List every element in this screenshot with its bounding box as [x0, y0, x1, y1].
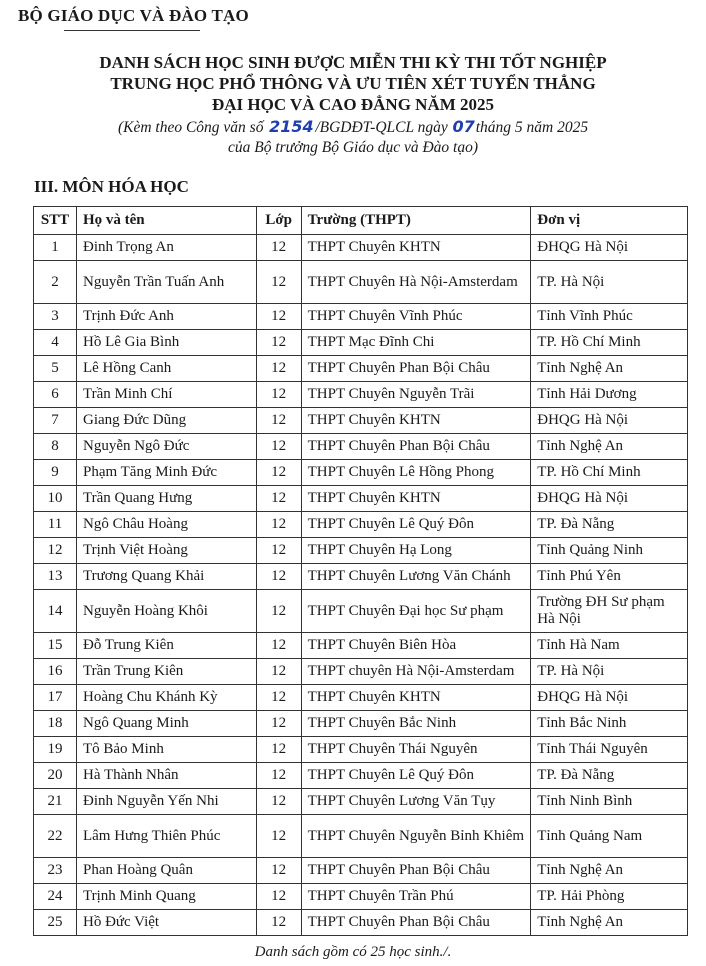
header-stt: STT	[34, 207, 77, 235]
cell-school: THPT Mạc Đĩnh Chi	[301, 330, 531, 356]
cell-name: Phạm Tăng Minh Đức	[76, 460, 256, 486]
header-class: Lớp	[256, 207, 301, 235]
cell-unit: TP. Hà Nội	[531, 261, 688, 304]
cell-name: Nguyễn Hoàng Khôi	[76, 590, 256, 633]
cell-name: Trương Quang Khải	[76, 564, 256, 590]
cell-class: 12	[256, 590, 301, 633]
cell-school: THPT Chuyên KHTN	[301, 685, 531, 711]
cell-class: 12	[256, 763, 301, 789]
cell-name: Trịnh Việt Hoàng	[76, 538, 256, 564]
subtitle-line-2: của Bộ trưởng Bộ Giáo dục và Đào tạo)	[227, 139, 479, 156]
cell-class: 12	[256, 789, 301, 815]
table-row	[34, 538, 688, 564]
cell-class: 12	[256, 815, 301, 858]
cell-school: THPT Chuyên Lương Văn Tụy	[301, 789, 531, 815]
cell-name: Ngô Quang Minh	[76, 711, 256, 737]
cell-stt: 3	[34, 304, 77, 330]
cell-stt: 19	[34, 737, 77, 763]
cell-class: 12	[256, 564, 301, 590]
cell-name: Nguyễn Ngô Đức	[76, 434, 256, 460]
subtitle-suffix: tháng 5 năm 2025	[475, 119, 589, 136]
handwritten-doc-number: 2154	[269, 117, 314, 136]
cell-class: 12	[256, 633, 301, 659]
table-header-row	[34, 207, 688, 235]
cell-unit: Tỉnh Vĩnh Phúc	[531, 304, 688, 330]
cell-name: Lâm Hưng Thiên Phúc	[76, 815, 256, 858]
table-row	[34, 789, 688, 815]
cell-unit: Tỉnh Nghệ An	[531, 910, 688, 936]
table-row	[34, 382, 688, 408]
cell-name: Hoàng Chu Khánh Kỳ	[76, 685, 256, 711]
cell-school: THPT Chuyên Nguyễn Bỉnh Khiêm	[301, 815, 531, 858]
cell-stt: 12	[34, 538, 77, 564]
cell-class: 12	[256, 884, 301, 910]
cell-unit: TP. Hà Nội	[531, 659, 688, 685]
ministry-name: BỘ GIÁO DỤC VÀ ĐÀO TẠO	[18, 6, 249, 25]
cell-class: 12	[256, 434, 301, 460]
cell-unit: ĐHQG Hà Nội	[531, 685, 688, 711]
cell-name: Hồ Lê Gia Bình	[76, 330, 256, 356]
subtitle-mid: /BGDĐT-QLCL ngày	[315, 119, 448, 136]
cell-unit: TP. Đà Nẵng	[531, 512, 688, 538]
student-table	[33, 206, 688, 936]
cell-unit: TP. Đà Nẵng	[531, 763, 688, 789]
cell-school: THPT Chuyên Lê Quý Đôn	[301, 763, 531, 789]
cell-name: Đinh Nguyễn Yến Nhi	[76, 789, 256, 815]
table-row	[34, 858, 688, 884]
cell-stt: 15	[34, 633, 77, 659]
cell-unit: TP. Hồ Chí Minh	[531, 330, 688, 356]
cell-stt: 16	[34, 659, 77, 685]
table-row	[34, 512, 688, 538]
cell-name: Phan Hoàng Quân	[76, 858, 256, 884]
cell-stt: 13	[34, 564, 77, 590]
cell-unit: Tỉnh Nghệ An	[531, 858, 688, 884]
ministry-underline	[64, 30, 200, 31]
cell-stt: 10	[34, 486, 77, 512]
cell-school: THPT Chuyên KHTN	[301, 486, 531, 512]
table-row	[34, 564, 688, 590]
cell-stt: 14	[34, 590, 77, 633]
cell-unit: ĐHQG Hà Nội	[531, 235, 688, 261]
table-row	[34, 659, 688, 685]
cell-unit: Tỉnh Thái Nguyên	[531, 737, 688, 763]
cell-name: Trần Quang Hưng	[76, 486, 256, 512]
cell-class: 12	[256, 910, 301, 936]
cell-class: 12	[256, 330, 301, 356]
table-row	[34, 235, 688, 261]
cell-stt: 6	[34, 382, 77, 408]
footer-note: Danh sách gồm có 25 học sinh./.	[254, 944, 452, 960]
cell-name: Nguyễn Trần Tuấn Anh	[76, 261, 256, 304]
table-body	[34, 235, 688, 936]
cell-school: THPT Chuyên Phan Bội Châu	[301, 910, 531, 936]
cell-stt: 7	[34, 408, 77, 434]
header-name: Họ và tên	[76, 207, 256, 235]
cell-class: 12	[256, 261, 301, 304]
table-row	[34, 486, 688, 512]
cell-unit: Tỉnh Nghệ An	[531, 434, 688, 460]
cell-class: 12	[256, 737, 301, 763]
table-row	[34, 685, 688, 711]
cell-name: Tô Bảo Minh	[76, 737, 256, 763]
cell-class: 12	[256, 538, 301, 564]
cell-school: THPT Chuyên Lương Văn Chánh	[301, 564, 531, 590]
cell-school: THPT Chuyên Bắc Ninh	[301, 711, 531, 737]
cell-name: Trần Minh Chí	[76, 382, 256, 408]
handwritten-day: 07	[452, 117, 475, 136]
cell-stt: 5	[34, 356, 77, 382]
cell-name: Đinh Trọng An	[76, 235, 256, 261]
cell-stt: 18	[34, 711, 77, 737]
cell-class: 12	[256, 512, 301, 538]
subtitle-prefix: (Kèm theo Công văn số	[117, 119, 264, 136]
cell-school: THPT Chuyên Lê Quý Đôn	[301, 512, 531, 538]
cell-class: 12	[256, 304, 301, 330]
cell-unit: Tỉnh Hà Nam	[531, 633, 688, 659]
cell-class: 12	[256, 460, 301, 486]
cell-stt: 17	[34, 685, 77, 711]
table-row	[34, 737, 688, 763]
cell-unit: Tỉnh Nghệ An	[531, 356, 688, 382]
cell-stt: 21	[34, 789, 77, 815]
cell-unit: Tỉnh Quảng Nam	[531, 815, 688, 858]
table-row	[34, 763, 688, 789]
cell-class: 12	[256, 685, 301, 711]
cell-name: Trịnh Minh Quang	[76, 884, 256, 910]
cell-school: THPT Chuyên Thái Nguyên	[301, 737, 531, 763]
cell-class: 12	[256, 408, 301, 434]
table-row	[34, 330, 688, 356]
cell-school: THPT Chuyên Đại học Sư phạm	[301, 590, 531, 633]
table-row	[34, 884, 688, 910]
cell-stt: 2	[34, 261, 77, 304]
header-school: Trường (THPT)	[301, 207, 531, 235]
cell-stt: 20	[34, 763, 77, 789]
cell-school: THPT Chuyên Phan Bội Châu	[301, 858, 531, 884]
cell-unit: ĐHQG Hà Nội	[531, 408, 688, 434]
cell-name: Hồ Đức Việt	[76, 910, 256, 936]
document-subtitle	[0, 117, 706, 158]
cell-unit: Tỉnh Hải Dương	[531, 382, 688, 408]
title-line-3: ĐẠI HỌC VÀ CAO ĐẲNG NĂM 2025	[211, 95, 495, 114]
table-row	[34, 460, 688, 486]
cell-school: THPT Chuyên Hà Nội-Amsterdam	[301, 261, 531, 304]
cell-school: THPT Chuyên KHTN	[301, 235, 531, 261]
cell-stt: 22	[34, 815, 77, 858]
table-row	[34, 910, 688, 936]
cell-name: Trịnh Đức Anh	[76, 304, 256, 330]
cell-class: 12	[256, 382, 301, 408]
cell-class: 12	[256, 486, 301, 512]
cell-class: 12	[256, 659, 301, 685]
table-row	[34, 711, 688, 737]
cell-school: THPT Chuyên Phan Bội Châu	[301, 434, 531, 460]
cell-unit: Tỉnh Bắc Ninh	[531, 711, 688, 737]
cell-unit: TP. Hồ Chí Minh	[531, 460, 688, 486]
table-row	[34, 815, 688, 858]
table-row	[34, 590, 688, 633]
cell-unit: Tỉnh Phú Yên	[531, 564, 688, 590]
cell-stt: 25	[34, 910, 77, 936]
cell-name: Hà Thành Nhân	[76, 763, 256, 789]
cell-name: Ngô Châu Hoàng	[76, 512, 256, 538]
cell-unit: ĐHQG Hà Nội	[531, 486, 688, 512]
table-row	[34, 633, 688, 659]
cell-unit: Tỉnh Quảng Ninh	[531, 538, 688, 564]
cell-school: THPT Chuyên Biên Hòa	[301, 633, 531, 659]
section-title: III. MÔN HÓA HỌC	[34, 177, 189, 196]
cell-school: THPT Chuyên Trần Phú	[301, 884, 531, 910]
cell-stt: 8	[34, 434, 77, 460]
cell-school: THPT Chuyên KHTN	[301, 408, 531, 434]
cell-class: 12	[256, 356, 301, 382]
cell-stt: 24	[34, 884, 77, 910]
cell-name: Lê Hồng Canh	[76, 356, 256, 382]
title-line-1: DANH SÁCH HỌC SINH ĐƯỢC MIỄN THI KỲ THI TỐT NGHIỆP	[99, 53, 607, 72]
cell-stt: 4	[34, 330, 77, 356]
table-row	[34, 261, 688, 304]
cell-unit: Tỉnh Ninh Bình	[531, 789, 688, 815]
cell-school: THPT Chuyên Nguyễn Trãi	[301, 382, 531, 408]
cell-stt: 11	[34, 512, 77, 538]
subtitle-line-1	[0, 117, 706, 138]
cell-name: Đỗ Trung Kiên	[76, 633, 256, 659]
cell-name: Trần Trung Kiên	[76, 659, 256, 685]
header-unit: Đơn vị	[531, 207, 688, 235]
title-line-2: TRUNG HỌC PHỔ THÔNG VÀ ƯU TIÊN XÉT TUYỂN THẲNG	[110, 74, 596, 93]
cell-stt: 9	[34, 460, 77, 486]
cell-unit: TP. Hải Phòng	[531, 884, 688, 910]
cell-school: THPT chuyên Hà Nội-Amsterdam	[301, 659, 531, 685]
document-title	[0, 52, 706, 115]
table-row	[34, 356, 688, 382]
table-row	[34, 304, 688, 330]
cell-class: 12	[256, 235, 301, 261]
cell-name: Giang Đức Dũng	[76, 408, 256, 434]
cell-school: THPT Chuyên Hạ Long	[301, 538, 531, 564]
cell-stt: 23	[34, 858, 77, 884]
cell-stt: 1	[34, 235, 77, 261]
cell-school: THPT Chuyên Lê Hồng Phong	[301, 460, 531, 486]
table-row	[34, 408, 688, 434]
table-row	[34, 434, 688, 460]
cell-unit: Trường ĐH Sư phạm Hà Nội	[531, 590, 688, 633]
cell-school: THPT Chuyên Phan Bội Châu	[301, 356, 531, 382]
cell-school: THPT Chuyên Vĩnh Phúc	[301, 304, 531, 330]
cell-class: 12	[256, 711, 301, 737]
cell-class: 12	[256, 858, 301, 884]
